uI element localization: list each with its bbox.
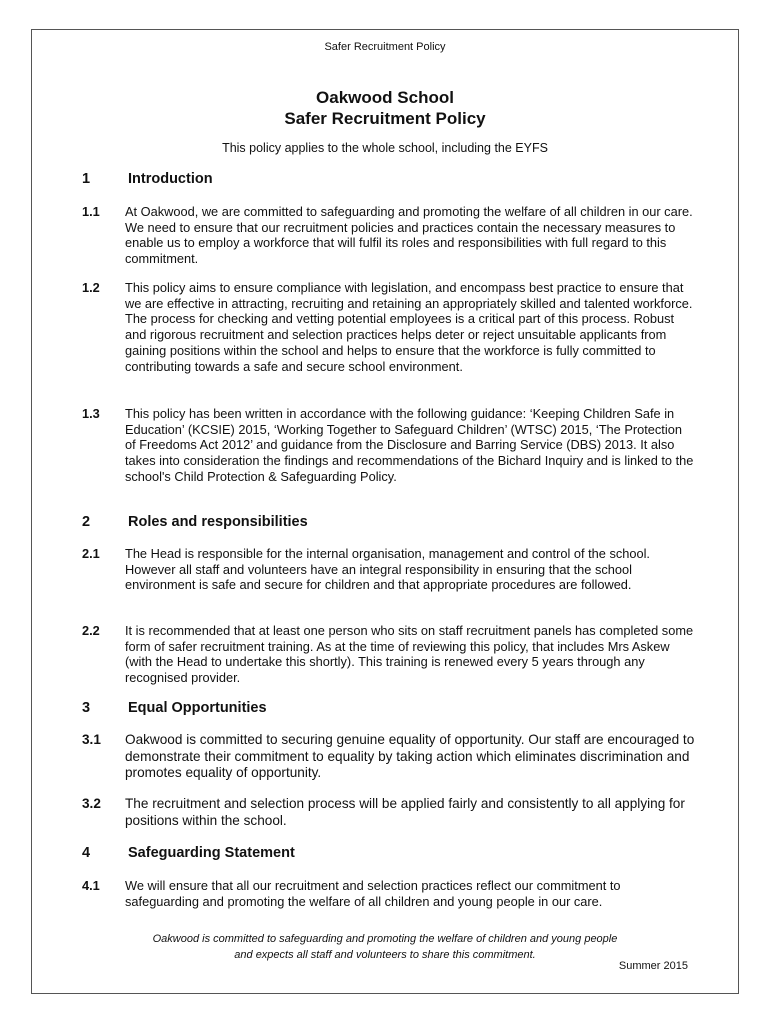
paragraph-number: 1.1 [82,204,100,219]
paragraph-number: 3.2 [82,796,101,811]
paragraph-text: It is recommended that at least one person who sits on staff recruitment panels has completed some form of safer recruitment training. As at the time of reviewing this policy, that includes Mrs Askew (with the Head to undertake this shortly). This training is renewed every 5 years through any recognised provider. [125,623,694,686]
paragraph-text: Oakwood is committed to securing genuine equality of opportunity. Our staff are encouraged to demonstrate their commitment to equality by taking action which eliminates discrimination and promotes equality of opportunity. [125,732,695,780]
section-number: 3 [82,700,91,716]
footer-line: and expects all staff and volunteers to share this commitment. [234,949,536,961]
section-title: Introduction [128,171,213,187]
title-policy: Safer Recruitment Policy [284,109,486,128]
paragraph-number: 4.1 [82,878,100,893]
section-number: 4 [82,845,91,861]
paragraph-text: This policy aims to ensure compliance with legislation, and encompass best practice to ensure that we are effective in attracting, recruiting and retaining an appropriately skilled and talented workforce. The process for checking and vetting potential employees is a critical part of this process. Robust and rigorous recruitment and selection practices helps deter or reject unsuitable applicants from gaining positions within the school and helps to ensure that the workforce is fully committed to contributing towards a safe and secure school environment. [125,280,693,374]
paragraph-text: This policy has been written in accordance with the following guidance: ‘Keeping Children Safe in Education’ (KCSIE) 2015, ‘Working Together to Safeguard Children’ (WTSC) 2015, ‘The Protection of Freedoms Act 2012’ and guidance from the Disclosure and Barring Service (DBS) 2013. It also takes into consideration the findings and recommendations of the Bichard Inquiry and is linked to the school's Child Protection & Safeguarding Policy. [125,406,694,484]
section-number: 2 [82,514,91,530]
section-title: Roles and responsibilities [128,514,308,530]
revision-date: Summer 2015 [618,960,688,972]
section-title: Safeguarding Statement [128,845,295,861]
document-title [32,87,738,129]
paragraph-number: 2.2 [82,623,100,638]
paragraph-text: The Head is responsible for the internal organisation, management and control of the school. However all staff and volunteers have an integral responsibility in ensuring that the school environment is safe and secure for children and that appropriate procedures are followed. [125,546,650,593]
paragraph-number: 1.2 [82,280,100,295]
footer-line: Oakwood is committed to safeguarding and promoting the welfare of children and young people [152,933,618,945]
paragraph-number: 2.1 [82,546,100,561]
paragraph-text: The recruitment and selection process will be applied fairly and consistently to all applying for positions within the school. [125,796,685,828]
title-school: Oakwood School [316,88,454,107]
commitment-footer [32,931,738,963]
paragraph-number: 1.3 [82,406,100,421]
paragraph-text: We will ensure that all our recruitment and selection practices reflect our commitment to safeguarding and promoting the welfare of all children and young people in our care. [125,878,621,909]
document-page [31,29,739,994]
paragraph-number: 3.1 [82,732,101,747]
running-header: Safer Recruitment Policy [324,41,446,53]
paragraph-text: At Oakwood, we are committed to safeguarding and promoting the welfare of all children in our care. We need to ensure that our recruitment policies and practices contain the necessary measures to enable us to employ a workforce that will fulfil its roles and responsibilities with full regard to this commitment. [125,204,693,267]
section-title: Equal Opportunities [128,700,267,716]
section-number: 1 [82,171,91,187]
scope-statement: This policy applies to the whole school, including the EYFS [222,141,548,155]
